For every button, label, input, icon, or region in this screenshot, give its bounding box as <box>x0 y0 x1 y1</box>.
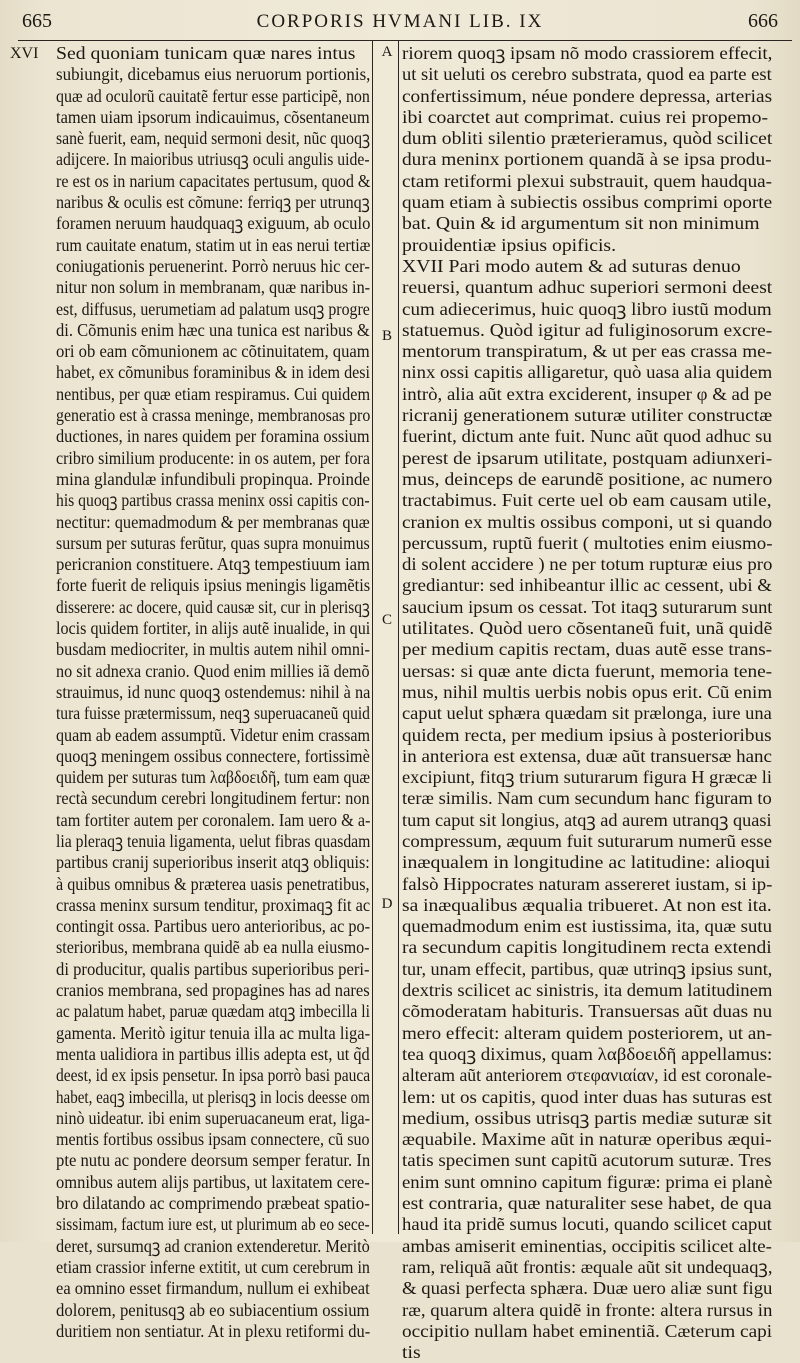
page-number-left: 665 <box>22 10 52 32</box>
text-line: di producitur, qualis partibus superioribus peri- <box>56 958 370 979</box>
text-line: locis quidem fortiter, in alijs autẽ inualide, in qui <box>56 618 371 639</box>
section-marker-d: D <box>381 896 393 912</box>
text-line: pte nutu ac pondere deorsum semper feratur. In <box>56 1150 371 1171</box>
text-line: partibus cranij superioribus inserit atqꝫ obliquis: <box>56 852 370 873</box>
text-line: est, diffusus, uerumetiam ad palatum usqꝫ progre <box>56 298 370 319</box>
text-line: mina glandulæ infundibuli propinqua. Proinde <box>56 468 370 489</box>
text-line: riorem quoqꝫ ipsam nõ modo crassiorem effecit, <box>402 43 773 63</box>
text-line: intrò, alia aũt extra exciderent, insuper φ & ad pe <box>402 383 772 404</box>
text-line: lia pleraqꝫ tenuia ligamenta, uelut fibras quasdam <box>56 830 371 851</box>
text-line: sa inæqualibus æqualia tribueret. At non est ita. <box>402 894 772 915</box>
text-line: mus, deinceps de earundẽ positione, ac numero <box>402 468 773 489</box>
section-marker-c: C <box>381 612 392 628</box>
text-line: quoqꝫ meningem ossibus connectere, fortissimè <box>56 745 370 766</box>
text-line: dolorem, penitusqꝫ ab eo subiacentium ossium <box>56 1299 370 1320</box>
text-line: confertissimum, néue pondere depressa, arterias <box>402 85 773 106</box>
text-line: ctam retiformi plexui substrauit, quem haudqua- <box>402 170 773 191</box>
text-line: deret, sursumqꝫ ad cranion extenderetur. Meritò <box>56 1235 370 1256</box>
text-line: tura fuisse prætermissum, neqꝫ superuacaneũ quid <box>56 703 370 724</box>
text-line: omnibus autem alijs partibus, ut laxitatem cere- <box>56 1171 370 1192</box>
left-text-column <box>56 43 370 1342</box>
text-line: tractabimus. Fuit certe uel ob eam causam utile, <box>402 490 772 511</box>
running-title: CORPORIS HVMANI LIB. IX <box>256 11 544 32</box>
text-line: dum obliti silentio præterieramus, quòd scilicet <box>402 128 773 149</box>
text-line: foramen neruum haudquaqꝫ exiguum, ab oculo <box>56 213 371 234</box>
text-line: his quoqꝫ partibus crassa meninx ossi capitis con- <box>56 490 370 511</box>
text-line: ambas amiserit eminentias, occipitis scilicet alte- <box>402 1235 772 1256</box>
text-line: caput uelut sphæra quædam sit prælonga, iure una <box>402 703 772 724</box>
text-line: percussum, ruptũ fuerit ( multoties enim eiusmo- <box>402 532 773 553</box>
column-rule-right <box>398 40 399 1234</box>
chapter-number-left-margin <box>10 43 52 64</box>
text-line: dextris scilicet ac sinistris, ita demum latitudinem <box>402 980 773 1001</box>
text-line: ninò uideatur. ibi enim superuacaneum erat, liga- <box>56 1107 370 1128</box>
text-line: pericranion constituere. Atqꝫ tempestiuum iam <box>56 554 370 575</box>
text-line: mus, nihil multis uerbis nobis opus erit. Cũ enim <box>402 681 773 702</box>
text-line: falsò Hippocrates naturam assereret iustam, si ip- <box>402 873 773 894</box>
text-line: mero effecit: alteram quidem posteriorem, ut an- <box>402 1022 773 1043</box>
text-line: utilitates. Quòd uero cõsentaneũ fuit, unã quidẽ <box>402 618 773 639</box>
text-line: mentis fortibus ossibus ipsam connectere, cũ suo <box>56 1129 370 1150</box>
section-marker-a: A <box>381 44 393 60</box>
text-line: etiam crassior inferne extitit, ut cum cerebrum in <box>56 1256 370 1277</box>
text-line: menta ualidiora in partibus illis adepta est, ut q̃d <box>56 1043 370 1064</box>
text-line: teræ similis. Nam cum secundum hanc figuram to <box>402 788 772 809</box>
text-line: & quasi perfecta sphæra. Duæ uero aliæ sunt figu <box>402 1278 773 1299</box>
text-line: no sit adnexa cranio. Quod enim millies iã demõ <box>56 660 370 681</box>
text-line: sanè fuerit, eam, nequid sermoni desit, nũc quoqꝫ <box>56 128 371 149</box>
text-line: per medium capitis rectam, duas autẽ esse trans- <box>402 639 773 660</box>
text-line: ea omnino esset firmandum, nullum ei exhibeat <box>56 1278 370 1299</box>
text-line: tea quoqꝫ diximus, quam λαβδοειδῆ appellamus: <box>402 1043 773 1064</box>
text-line: statuemus. Quòd igitur ad fuliginosorum excre- <box>402 319 773 340</box>
text-line: mentorum transpiratum, & ut per eas crassa me- <box>402 341 773 362</box>
text-line: tam fortiter autem per coronalem. Iam uero & a- <box>56 809 371 830</box>
text-line: deest, id ex ipsis pensetur. In ipsa porrò basi pauca <box>56 1065 371 1086</box>
text-line: cõmoderatam habituris. Transuersas aũt duas nu <box>402 1001 773 1022</box>
text-line: rectà secundum cerebri longitudinem fertur: non <box>56 788 370 809</box>
text-line: sursum per suturas ferũtur, quas supra monuimus <box>56 532 370 553</box>
text-line: quidem per suturas tum λαβδοειδῆ, tum eam quæ <box>56 767 371 788</box>
text-line: æquabile. Maxime aũt in naturæ operibus æqui- <box>402 1129 772 1150</box>
text-line: ricranij generationem suturæ utiliter constructæ <box>402 405 773 426</box>
text-line: quam ab eadem assumptũ. Videtur enim crassam <box>56 724 371 745</box>
text-line: cum adiecerimus, huic quoqꝫ libro iustũ modum <box>402 298 772 319</box>
text-line: ori ob eam cõmunionem ac cõtinuitatem, quam <box>56 341 370 362</box>
text-line: prouidentiæ ipsius opificis. <box>402 234 617 255</box>
text-line: sterioribus, membrana quidẽ ab ea nulla eiusmo- <box>56 937 370 958</box>
text-line: quidem recta, per medium ipsius à posterioribus <box>402 724 772 745</box>
text-line: subiungit, dicebamus eius neruorum portionis, <box>56 64 371 85</box>
text-line: nectitur: quemadmodum & per membranas quæ <box>56 511 370 532</box>
text-line: ut sit ueluti os cerebro substrata, quod ea parte est <box>402 64 772 85</box>
text-line: di. Cõmunis enim hæc una tunica est naribus & <box>56 319 370 340</box>
text-line: di solent accidere ) ne per totum rupturæ eius pro <box>402 554 773 575</box>
text-line: ac palatum habet, paruæ quædam atqꝫ imbecilla li <box>56 1001 370 1022</box>
running-header <box>22 10 778 44</box>
text-line: ræ, quarum altera quidẽ in fronte: altera rursus in <box>402 1299 773 1320</box>
text-line: disserere: ac docere, quid causæ sit, cur in plerisqꝫ <box>56 596 370 617</box>
text-line: ductiones, in nares quidem per foramina ossium <box>56 426 370 447</box>
text-line: quam etiam à subiectis ossibus comprimi oporte <box>402 192 773 213</box>
text-line: haud ita pridẽ sumus locuti, quando scilicet caput <box>402 1214 772 1235</box>
text-line: tis <box>402 1342 421 1363</box>
text-line: XVII Pari modo autem & ad suturas denuo <box>402 255 741 276</box>
section-marker-b: B <box>381 328 392 344</box>
text-line: bro dilatando ac comprimendo præbeat spatio- <box>56 1193 370 1214</box>
header-rule <box>18 40 792 41</box>
text-line: uersas: si quæ ante dicta fuerunt, memoria tene- <box>402 660 773 681</box>
chapter-number: XVI <box>10 45 39 62</box>
text-line: habet, ex cõmunibus foraminibus & in idem desi <box>56 362 371 383</box>
page-number-right: 666 <box>748 10 778 32</box>
text-line: adijcere. In maioribus utriusqꝫ oculi angulis uide- <box>56 149 370 170</box>
text-line: ninx ossi capitis alligaretur, quò uasa alia quidem <box>402 362 773 383</box>
text-line: in anteriora est extensa, duæ aũt transuersæ hanc <box>402 745 772 766</box>
text-line: ra secundum capitis longitudinem recta extendi <box>402 937 772 958</box>
column-rule-left <box>372 40 373 1234</box>
text-line: quemadmodum enim est iustissima, ita, quæ sutu <box>402 916 772 937</box>
text-line: coniugationis peruenerint. Porrò neruus hic cer- <box>56 255 370 276</box>
text-line: tamen uiam ipsorum indicauimus, cõsentaneum <box>56 106 370 127</box>
text-line: inæqualem in longitudine ac latitudine: alioqui <box>402 852 771 873</box>
text-line: forte fuerit de reliquis ipsius meningis ligamẽtis <box>56 575 371 596</box>
text-line: sissimam, factum iure est, ut plurimum ab eo sece- <box>56 1214 370 1235</box>
text-line: est contraria, quæ naturaliter sese habet, de qua <box>402 1193 772 1214</box>
text-line: cribro similium producente: in os autem, per fora <box>56 447 370 468</box>
text-line: crassa meninx sursum tenditur, proximaqꝫ fit ac <box>56 894 371 915</box>
text-line: cranion ex multis ossibus componi, ut si quando <box>402 511 773 532</box>
text-line: cranios membrana, sed propagines has ad nares <box>56 980 370 1001</box>
text-line: rum cauitate enatum, statim ut in eas nerui tertiæ <box>56 234 371 255</box>
text-line: nentibus, per quæ etiam respiramus. Cui quidem <box>56 383 371 404</box>
text-line: duritiem non sentiatur. At in plexu retiformi du- <box>56 1320 371 1341</box>
text-line: compressum, æquum fuit suturarum numerũ esse <box>402 830 772 851</box>
text-line: quæ ad oculorũ cauitatẽ fertur esse participẽ, non <box>56 85 370 106</box>
text-line: generatio est à crassa meninge, membranosas pro <box>56 405 371 426</box>
text-line: à quibus omnibus & præterea uasis penetratibus, <box>56 873 370 894</box>
text-line: habet, eaqꝫ imbecilla, ut plerisqꝫ in locis deesse om <box>56 1086 370 1107</box>
text-line: grediantur: sed inhibeantur illic ac cessent, ubi & <box>402 575 772 596</box>
text-line: nitur non solum in membranam, quæ naribus in- <box>56 277 371 298</box>
text-line: re est os in narium capacitates pertusum, quod & <box>56 170 371 191</box>
text-line: alteram aũt anteriorem στεφανιαίαν, id est coronale- <box>402 1065 773 1086</box>
right-text-column <box>402 43 772 1363</box>
text-line: contingit ossa. Partibus uero anterioribus, ac po- <box>56 916 371 937</box>
text-line: tatis specimen sunt capitũ acutorum suturæ. Tres <box>402 1150 772 1171</box>
text-line: occipitio nullam habet eminentiã. Cæterum capi <box>402 1320 773 1341</box>
text-line: ibi coarctet aut comprimat. cuius rei propemo- <box>402 106 769 127</box>
text-line: strauimus, id nunc quoqꝫ ostendemus: nihil à na <box>56 681 371 702</box>
text-line: naribus & oculis est cõmune: ferriqꝫ per utrunqꝫ <box>56 192 370 213</box>
text-line: busdam mediocriter, in multis autem nihil omni- <box>56 639 370 660</box>
text-line: tum caput sit longius, atqꝫ ad aurem utranqꝫ quasi <box>402 809 772 830</box>
text-line: medium, ossibus utrisqꝫ partis mediæ suturæ sit <box>402 1107 772 1128</box>
text-line: reuersi, quantum adhuc superiori sermoni deest <box>402 277 773 298</box>
text-line: fuerint, dictum ante fuit. Nunc aũt quod adhuc su <box>402 426 772 447</box>
text-line: bat. Quin & id argumentum sit non minimum <box>402 213 760 234</box>
text-line: excipiunt, fitqꝫ trium suturarum figura H græcæ li <box>402 767 772 788</box>
text-line: tur, unam effecit, partibus, quæ utrinqꝫ ipsius sunt, <box>402 958 773 979</box>
text-line: perest de ipsarum utilitate, postquam adiunxeri- <box>402 447 773 468</box>
text-line: gamenta. Meritò igitur tenuia illa ac multa liga- <box>56 1022 371 1043</box>
text-line: saucium ipsum os cessat. Tot itaqꝫ suturarum sunt <box>402 596 773 617</box>
text-line: enim sunt omnino capitum figuræ: prima ei planè <box>402 1171 773 1192</box>
text-line: dura meninx portionem quandã à se ipsa produ- <box>402 149 772 170</box>
text-line: ram, reliquã aũt frontis: æquale aũt sit undequaqꝫ, <box>402 1256 773 1277</box>
text-line: lem: ut os capitis, quod inter duas has suturas est <box>402 1086 773 1107</box>
text-line: Sed quoniam tunicam quæ nares intus <box>56 43 356 63</box>
